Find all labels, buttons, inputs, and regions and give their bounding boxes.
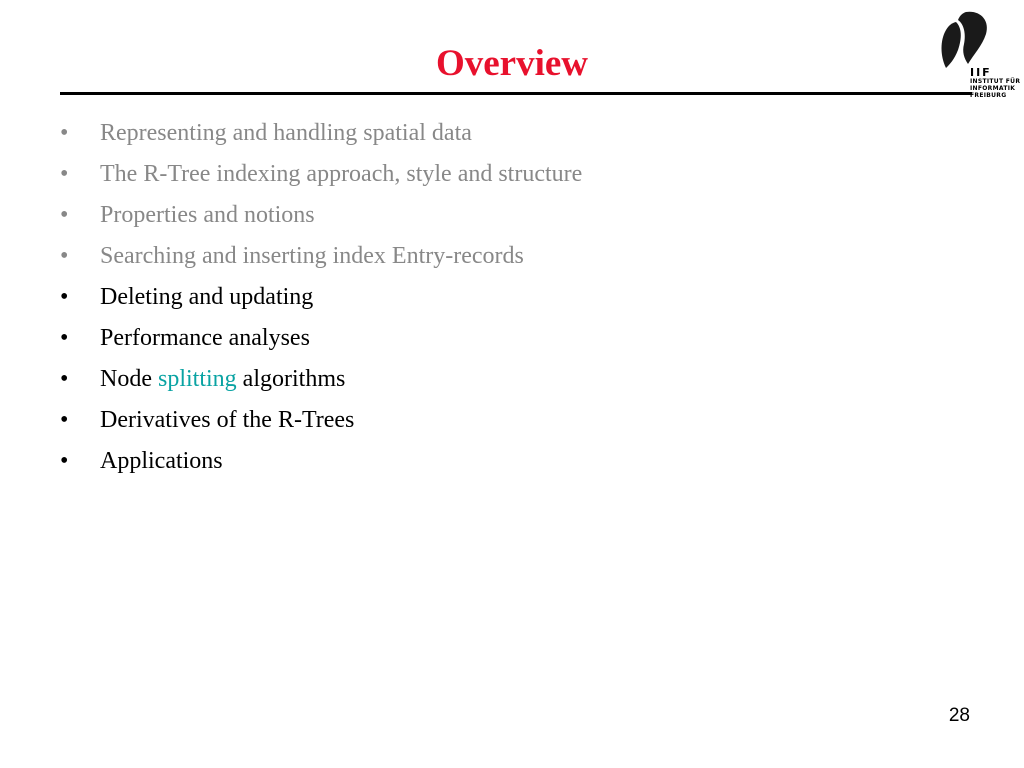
bullet-icon: • [60, 448, 69, 474]
logo-caption [970, 67, 1020, 99]
bullet-list [60, 113, 582, 482]
list-item-text: Deleting and updating [100, 284, 314, 310]
bullet-icon: • [60, 284, 69, 310]
bullet-icon: • [60, 120, 69, 146]
bullet-icon: • [60, 202, 69, 228]
list-item [60, 195, 582, 236]
list-item-text: Performance analyses [100, 325, 310, 351]
list-item-text: Properties and notions [100, 202, 315, 228]
bullet-icon: • [60, 366, 69, 392]
list-item-text: Representing and handling spatial data [100, 120, 472, 146]
list-item [60, 113, 582, 154]
page-number: 28 [948, 705, 970, 726]
bullet-icon: • [60, 325, 69, 351]
logo-line: INFORMATIK [970, 85, 1016, 92]
logo-line: INSTITUT FÜR [970, 78, 1021, 85]
highlighted-term: splitting [157, 366, 237, 392]
list-item [60, 318, 582, 359]
list-item-text-suffix: algorithms [236, 366, 346, 392]
logo-line: FREIBURG [970, 92, 1007, 99]
list-item [60, 441, 582, 482]
list-item [60, 236, 582, 277]
bullet-icon: • [60, 407, 69, 433]
bullet-icon: • [60, 243, 69, 269]
list-item-text-prefix: Node [100, 366, 158, 392]
bullet-icon: • [60, 161, 69, 187]
logo-abbrev: IIF [970, 66, 992, 79]
slide-title: Overview [435, 43, 589, 84]
list-item-text: Searching and inserting index Entry-records [100, 243, 524, 269]
title-divider [60, 92, 972, 95]
list-item-text: Derivatives of the R-Trees [100, 407, 355, 433]
list-item [60, 277, 582, 318]
list-item [60, 154, 582, 195]
list-item [60, 400, 582, 441]
list-item-text: The R-Tree indexing approach, style and structure [100, 161, 583, 187]
list-item-text: Applications [100, 448, 223, 474]
list-item [60, 359, 582, 400]
